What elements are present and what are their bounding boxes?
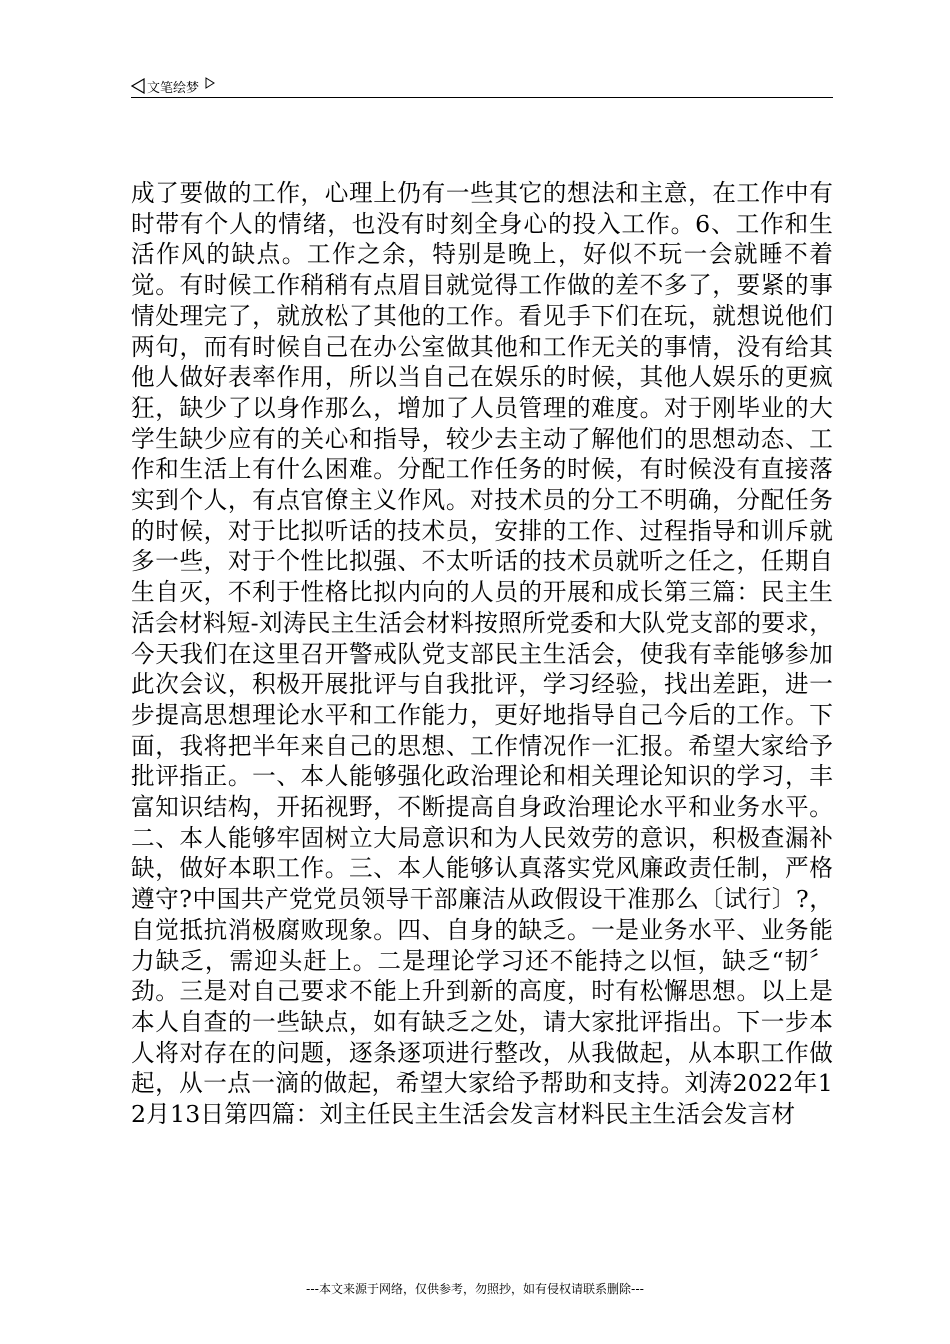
page-header [131, 74, 833, 98]
triangle-left-icon [131, 78, 145, 94]
header-title: 文笔绘梦 [147, 80, 200, 96]
footer-notice: ---本文来源于网络，仅供参考，勿照抄，如有侵权请联系删除--- [306, 1282, 644, 1296]
body-paragraph: 成了要做的工作，心理上仍有一些其它的想法和主意，在工作中有时带有个人的情绪，也没有时刻全身心的投入工作。6、工作和生活作风的缺点。工作之余，特别是晚上，好似不玩一会就睡不着觉。有时候工作稍稍有点眉目就觉得工作做的差不多了，要紧的事情处理完了，就放松了其他的工作。看见手下们在玩，就想说他们两句，而有时候自己在办公室做其他和工作无关的事情，没有给其他人做好表率作用，所以当自己在娱乐的时候，其他人娱乐的更疯狂，缺少了以身作那么，增加了人员管理的难度。对于刚毕业的大学生缺少应有的关心和指导，较少去主动了解他们的思想动态、工作和生活上有什么困难。分配工作任务的时候，有时候没有直接落实到个人，有点官僚主义作风。对技术员的分工不明确，分配任务的时候，对于比拟听话的技术员，安排的工作、过程指导和训斥就多一些，对于个性比拟强、不太听话的技术员就听之任之，任期自生自灭，不利于性格比拟内向的人员的开展和成长第三篇：民主生活会材料短-刘涛民主生活会材料按照所党委和大队党支部的要求，今天我们在这里召开警戒队党支部民主生活会，使我有幸能够参加此次会议，积极开展批评与自我批评，学习经验，找出差距，进一步提高思想理论水平和工作能力，更好地指导自己今后的工作。下面，我将把半年来自己的思想、工作情况作一汇报。希望大家给予批评指正。一、本人能够强化政治理论和相关理论知识的学习，丰富知识结构，开拓视野，不断提高自身政治理论水平和业务水平。二、本人能够牢固树立大局意识和为人民效劳的意识，积极查漏补缺，做好本职工作。三、本人能够认真落实党风廉政责任制，严格遵守?中国共产党党员领导干部廉洁从政假设干准那么〔试行〕?，自觉抵抗消极腐败现象。四、自身的缺乏。一是业务水平、业务能力缺乏，需迎头赶上。二是理论学习还不能持之以恒，缺乏“韧〞劲。三是对自己要求不能上升到新的高度，时有松懈思想。以上是本人自查的一些缺点，如有缺乏之处，请大家批评指出。下一步本人将对存在的问题，逐条逐项进行整改，从我做起，从本职工作做起，从一点一滴的做起，希望大家给予帮助和支持。刘涛2022年12月13日第四篇：刘主任民主生活会发言材料民主生活会发言材 [131, 179, 833, 1129]
header-divider [131, 97, 833, 98]
triangle-right-icon [205, 77, 215, 89]
